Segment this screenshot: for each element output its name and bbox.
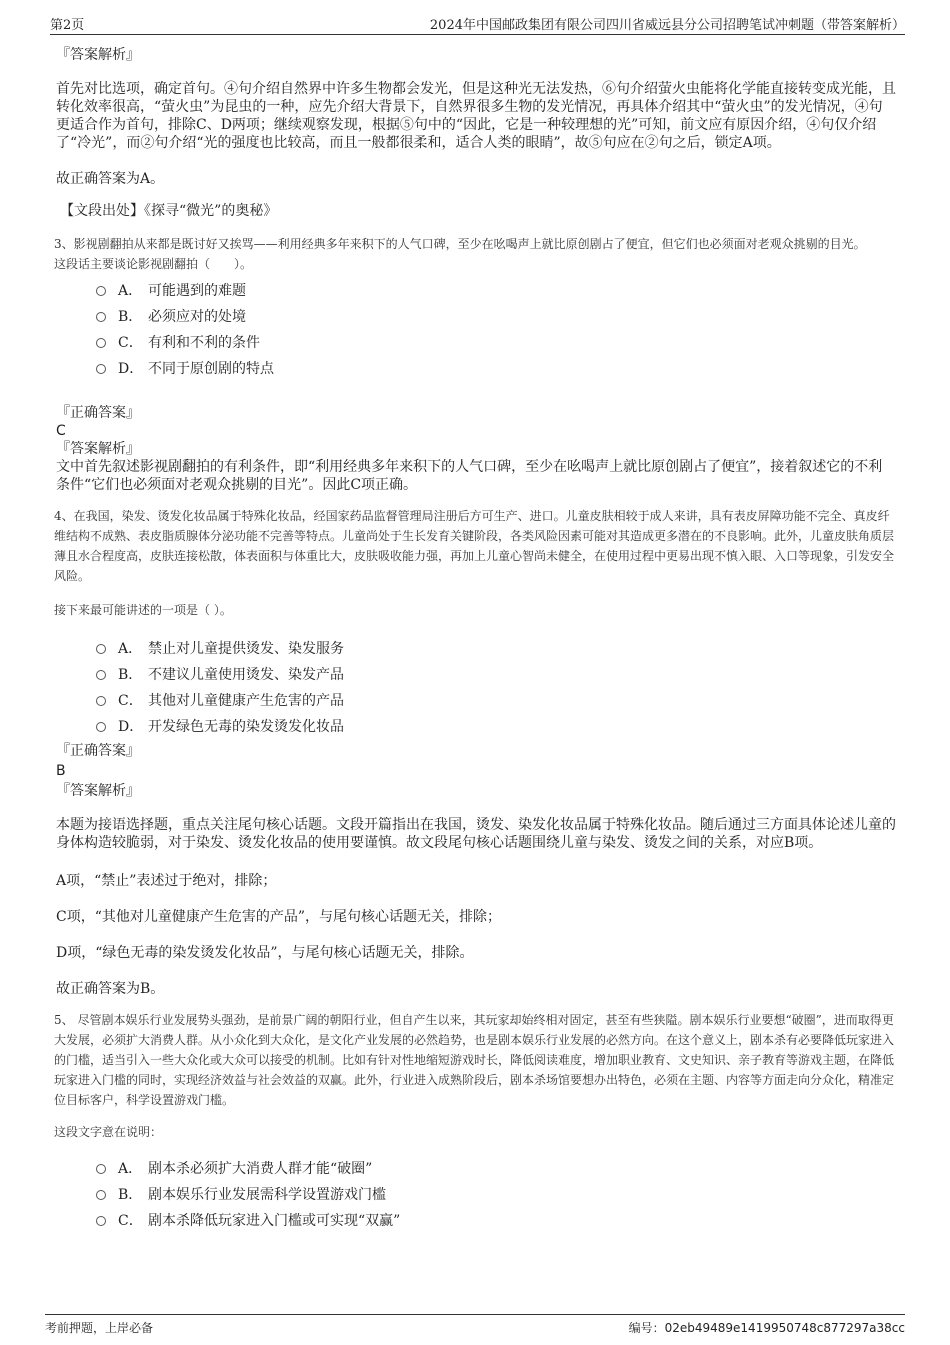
q4-exclusion-a: A项，“禁止”表述过于绝对，排除； [56,873,277,889]
option-text: 开发绿色无毒的染发烫发化妆品 [148,719,344,735]
q4-conclusion: 故正确答案为B。 [56,981,165,997]
radio-icon[interactable] [96,696,106,706]
q3-analysis-text: 文中首先叙述影视剧翻拍的有利条件，即“利用经典多年来积下的人气口碑，至少在吆喝声上就比原创剧占了便宜”，接着叙述它的不利条件“它们也必须面对老观众挑剔的目光”。因此C项正确。 [56,459,883,493]
q5-option-a[interactable] [96,1156,896,1182]
radio-icon[interactable] [96,286,106,296]
radio-icon[interactable] [96,364,106,374]
q4-option-a[interactable] [96,636,896,662]
q4-option-b[interactable] [96,662,896,688]
option-letter: B． [118,309,143,325]
q4-answer: B [56,763,66,779]
q3-analysis-heading: 『答案解析』 [56,441,140,457]
q3-option-d[interactable] [96,356,896,382]
footer-serial [629,1319,905,1336]
option-letter: C． [118,693,143,709]
document-title: 2024年中国邮政集团有限公司四川省威远县分公司招聘笔试冲刺题（带答案解析） [429,18,905,33]
q4-option-c[interactable] [96,688,896,714]
q3-option-b[interactable] [96,304,896,330]
option-letter: A． [118,641,143,657]
page-header [50,10,905,35]
radio-icon[interactable] [96,644,106,654]
page-footer [45,1314,905,1335]
option-letter: D． [118,719,144,735]
option-text: 不同于原创剧的特点 [148,361,274,377]
q4-prompt: 接下来最可能讲述的一项是（ ）。 [54,603,232,617]
q5-option-b[interactable] [96,1182,896,1208]
q3-option-a[interactable] [96,278,896,304]
option-text: 其他对儿童健康产生危害的产品 [148,693,344,709]
q3-option-c[interactable] [96,330,896,356]
radio-icon[interactable] [96,670,106,680]
q3-answer: C [56,423,66,439]
option-text: 有利和不利的条件 [148,335,260,351]
q2-source: 【文段出处】《探寻“微光”的奥秘》 [60,203,278,219]
q5-stem: 5、 尽管剧本娱乐行业发展势头强劲，是前景广阔的朝阳行业，但自产生以来，其玩家却始终相对固定，甚至有些狭隘。剧本娱乐行业要想“破圈”，进而取得更大发展，必须扩大消费人群。从小众化到大众化，是文化产业发展的必然趋势，也是剧本娱乐行业发展的必然方向。在这个意义上，剧本杀有必要降低玩家进入的门槛，适当引入一些大众化或大众可以接受的机制。比如有针对性地缩短游戏时长，降低阅读难度，增加职业教育、文史知识、亲子教育等游戏主题，在降低玩家进入门槛的同时，实现经济效益与社会效益的双赢。此外，行业进入成熟阶段后，剧本杀场馆要想办出特色，必须在主题、内容等方面走向分众化，精准定位目标客户，科学设置游戏门槛。 [54,1013,895,1107]
option-letter: B． [118,667,143,683]
page-number: 第2页 [50,18,85,33]
q3-stem: 3、影视剧翻拍从来都是既讨好又挨骂——利用经典多年来积下的人气口碑，至少在吆喝声上就比原创剧占了便宜，但它们也必须面对老观众挑剔的目光。 [54,237,866,251]
radio-icon[interactable] [96,1216,106,1226]
q4-analysis-text: 本题为接语选择题，重点关注尾句核心话题。文段开篇指出在我国，烫发、染发化妆品属于特殊化妆品。随后通过三方面具体论述儿童的身体构造较脆弱，对于染发、烫发化妆品的使用要谨慎。故文段尾句核心话题围绕儿童与染发、烫发之间的关系，对应B项。 [56,817,896,851]
q2-analysis-text: 首先对比选项，确定首句。④句介绍自然界中许多生物都会发光，但是这种光无法发热，⑥句介绍萤火虫能将化学能直接转变成光能，且转化效率很高，“萤火虫”为昆虫的一种，应先介绍大背景下，自然界很多生物的发光情况，再具体介绍其中“萤火虫”的发光情况，④句更适合作为首句，排除C、D两项；继续观察发现，根据⑤句中的“因此，它是一种较理想的光”可知，前文应有原因介绍，④句仅介绍了“冷光”，而②句介绍“光的强度也比较高，而且一般都很柔和，适合人类的眼睛”，故⑤句应在②句之后，锁定A项。 [56,81,896,151]
radio-icon[interactable] [96,722,106,732]
q5-options [56,1156,896,1234]
radio-icon[interactable] [96,1164,106,1174]
q5-prompt: 这段文字意在说明： [54,1125,163,1139]
option-letter: A． [118,1161,143,1177]
page-content [56,44,896,1234]
option-text: 剧本娱乐行业发展需科学设置游戏门槛 [148,1187,386,1203]
option-letter: B． [118,1187,143,1203]
radio-icon[interactable] [96,1190,106,1200]
q4-analysis-heading: 『答案解析』 [56,783,140,799]
serial-code: 02eb49489e1419950748c877297a38cc [664,1321,905,1335]
q2-conclusion: 故正确答案为A。 [56,171,165,187]
radio-icon[interactable] [96,312,106,322]
option-text: 禁止对儿童提供烫发、染发服务 [148,641,344,657]
q4-exclusion-c: C项，“其他对儿童健康产生危害的产品”，与尾句核心话题无关，排除； [56,909,502,925]
q4-option-d[interactable] [96,714,896,740]
option-text: 可能遇到的难题 [148,283,246,299]
option-text: 不建议儿童使用烫发、染发产品 [148,667,344,683]
q5-option-c[interactable] [96,1208,896,1234]
q3-answer-heading: 『正确答案』 [56,405,140,421]
option-text: 剧本杀降低玩家进入门槛或可实现“双赢” [148,1213,401,1229]
option-letter: C． [118,1213,143,1229]
q4-answer-heading: 『正确答案』 [56,743,140,759]
option-letter: D． [118,361,144,377]
option-letter: C． [118,335,143,351]
option-text: 剧本杀必须扩大消费人群才能“破圈” [148,1161,373,1177]
radio-icon[interactable] [96,338,106,348]
q4-exclusion-d: D项，“绿色无毒的染发烫发化妆品”，与尾句核心话题无关，排除。 [56,945,474,961]
q4-options [56,636,896,740]
footer-slogan: 考前押题，上岸必备 [45,1321,154,1335]
serial-label: 编号： [628,1321,665,1335]
q3-prompt: 这段话主要谈论影视剧翻拍（ ）。 [54,257,253,271]
option-letter: A． [118,283,143,299]
q3-options [56,278,896,382]
q4-stem: 4、在我国，染发、烫发化妆品属于特殊化妆品，经国家药品监督管理局注册后方可生产、进口。儿童皮肤相较于成人来讲，具有表皮屏障功能不完全、真皮纤维结构不成熟、表皮脂质腺体分泌功能不完善等特点。儿童尚处于生长发育关键阶段，各类风险因素可能对其造成更多潜在的不良影响。此外，儿童皮肤角质层薄且水合程度高，皮肤连接松散，体表面积与体重比大，皮肤吸收能力强，再加上儿童心智尚未健全，在使用过程中更易出现不慎入眼、入口等现象，引发安全风险。 [54,509,895,583]
q2-analysis-heading: 『答案解析』 [56,47,140,63]
option-text: 必须应对的处境 [148,309,246,325]
